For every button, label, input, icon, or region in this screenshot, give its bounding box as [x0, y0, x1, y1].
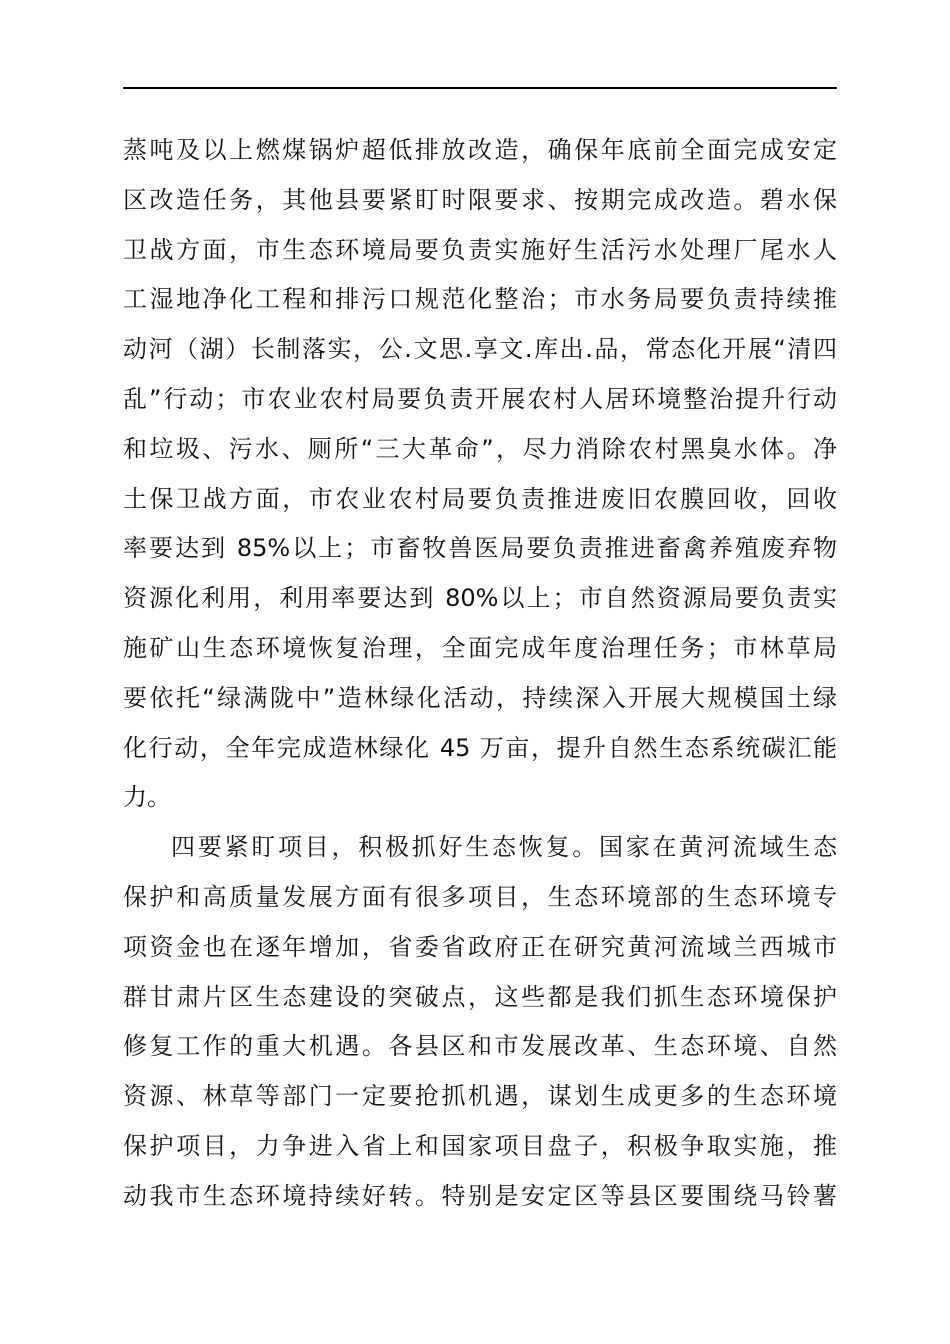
- text-line: 和垃圾、污水、厕所“三大革命”，尽力消除农村黑臭水体。净: [123, 434, 837, 463]
- text-line: 区改造任务，其他县要紧盯时限要求、按期完成改造。碧水保: [123, 185, 837, 214]
- text-line: 要依托“绿满陇中”造林绿化活动，持续深入开展大规模国土绿: [123, 683, 837, 712]
- paragraph-first-line: 四要紧盯项目，积极抓好生态恢复。国家在黄河流域生态: [171, 833, 837, 862]
- text-line: 资源、林草等部门一定要抢抓机遇，谋划生成更多的生态环境: [123, 1082, 837, 1111]
- text-line: 项资金也在逐年增加，省委省政府正在研究黄河流域兰西城市: [123, 932, 837, 961]
- text-line: 动河（湖）长制落实，公.文思.享文.库出.品，常态化开展“清四: [123, 335, 837, 364]
- text-line: 土保卫战方面，市农业农村局要负责推进废旧农膜回收，回收: [123, 484, 837, 513]
- text-line: 率要达到 85%以上；市畜牧兽医局要负责推进畜禽养殖废弃物: [123, 534, 837, 563]
- text-line: 资源化利用，利用率要达到 80%以上；市自然资源局要负责实: [123, 584, 837, 613]
- text-line: 蒸吨及以上燃煤锅炉超低排放改造，确保年底前全面完成安定: [123, 136, 837, 164]
- text-line: 工湿地净化工程和排污口规范化整治；市水务局要负责持续推: [123, 285, 837, 314]
- text-line: 动我市生态环境持续好转。特别是安定区等县区要围绕马铃薯: [123, 1181, 837, 1210]
- text-line: 修复工作的重大机遇。各县区和市发展改革、生态环境、自然: [123, 1032, 837, 1061]
- text-line: 保护和高质量发展方面有很多项目，生态环境部的生态环境专: [123, 882, 837, 911]
- text-line: 群甘肃片区生态建设的突破点，这些都是我们抓生态环境保护: [123, 982, 837, 1011]
- text-line: 乱”行动；市农业农村局要负责开展农村人居环境整治提升行动: [123, 384, 837, 413]
- text-line: 力。: [123, 783, 171, 812]
- body-text: [123, 126, 837, 1222]
- header-divider: [123, 87, 837, 89]
- text-line: 化行动，全年完成造林绿化 45 万亩，提升自然生态系统碳汇能: [123, 733, 837, 762]
- text-line: 卫战方面，市生态环境局要负责实施好生活污水处理厂尾水人: [123, 235, 837, 264]
- text-line: 保护项目，力争进入省上和国家项目盘子，积极争取实施，推: [123, 1131, 837, 1160]
- text-line: 施矿山生态环境恢复治理，全面完成年度治理任务；市林草局: [123, 633, 837, 662]
